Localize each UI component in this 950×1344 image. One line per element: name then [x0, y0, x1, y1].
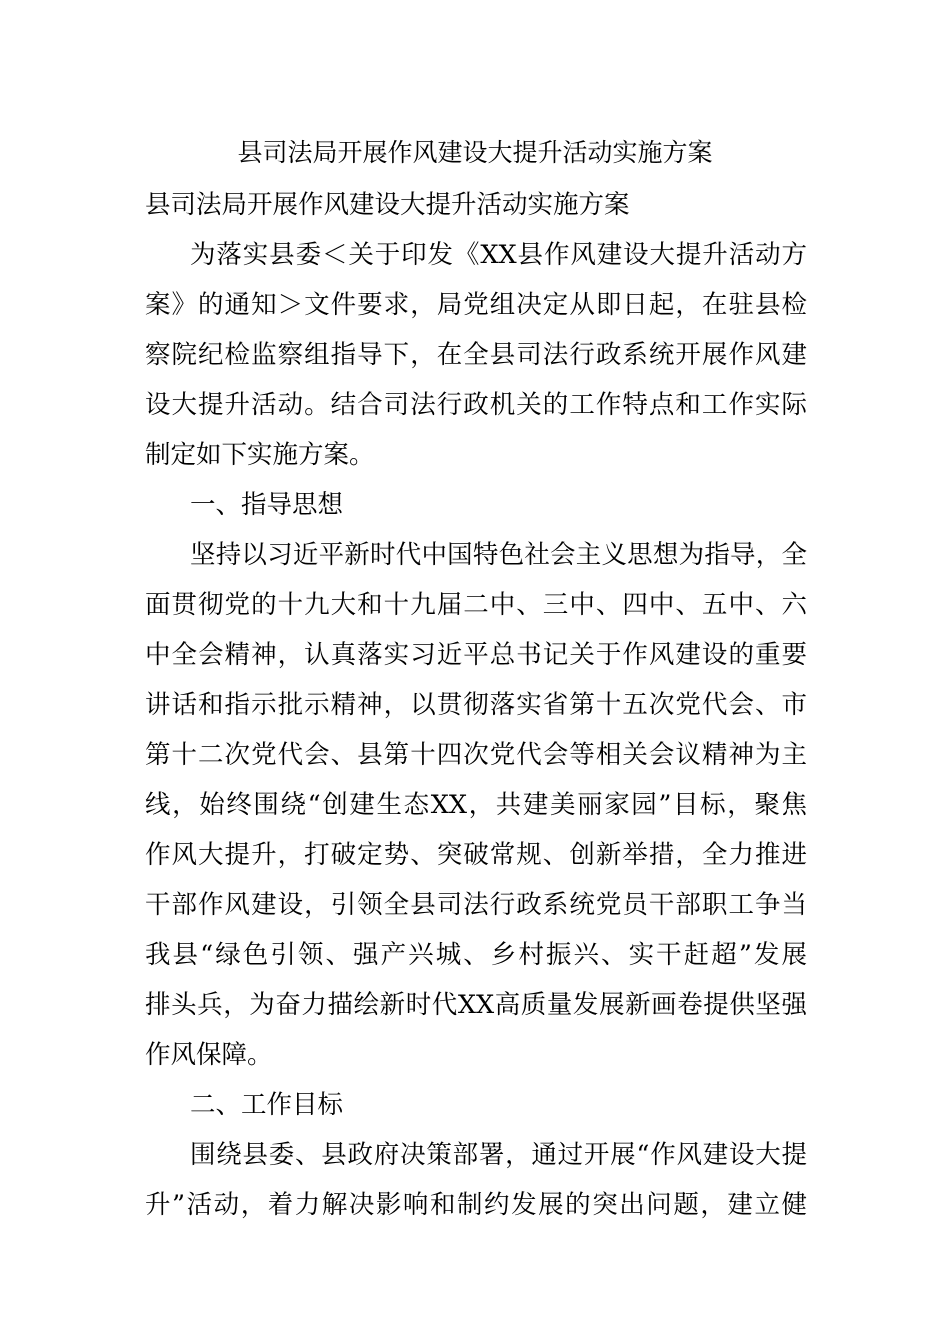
section-heading-guiding-thought: 一、指导思想 [190, 490, 344, 520]
paragraph-line: 察院纪检监察组指导下，在全县司法行政系统开展作风建 [145, 340, 807, 370]
paragraph-line: 升”活动，着力解决影响和制约发展的突出问题，建立健 [145, 1190, 807, 1220]
paragraph-line: 案》的通知＞文件要求，局党组决定从即日起，在驻县检 [145, 290, 807, 320]
paragraph-line: 第十二次党代会、县第十四次党代会等相关会议精神为主 [145, 740, 807, 770]
paragraph-line: 为落实县委＜关于印发《XX县作风建设大提升活动方 [190, 240, 807, 270]
section-heading-work-goals: 二、工作目标 [190, 1090, 344, 1120]
paragraph-line: 坚持以习近平新时代中国特色社会主义思想为指导，全 [190, 540, 807, 570]
document-title: 县司法局开展作风建设大提升活动实施方案 [237, 138, 713, 167]
paragraph-line: 线，始终围绕“创建生态XX，共建美丽家园”目标，聚焦 [145, 790, 807, 820]
paragraph-guiding-thought [145, 530, 807, 1080]
document-body [145, 180, 807, 1230]
paragraph-line: 讲话和指示批示精神，以贯彻落实省第十五次党代会、市 [145, 690, 807, 720]
paragraph-line: 制定如下实施方案。 [145, 440, 375, 470]
paragraph-line: 我县“绿色引领、强产兴城、乡村振兴、实干赶超”发展 [145, 940, 807, 970]
paragraph-work-goals [145, 1130, 807, 1230]
paragraph-intro [145, 230, 807, 480]
paragraph-line: 中全会精神，认真落实习近平总书记关于作风建设的重要 [145, 640, 807, 670]
document-subtitle: 县司法局开展作风建设大提升活动实施方案 [145, 190, 630, 220]
paragraph-line: 干部作风建设，引领全县司法行政系统党员干部职工争当 [145, 890, 807, 920]
paragraph-line: 设大提升活动。结合司法行政机关的工作特点和工作实际 [145, 390, 807, 420]
paragraph-line: 面贯彻党的十九大和十九届二中、三中、四中、五中、六 [145, 590, 807, 620]
paragraph-line: 作风大提升，打破定势、突破常规、创新举措，全力推进 [145, 840, 807, 870]
paragraph-line: 排头兵，为奋力描绘新时代XX高质量发展新画卷提供坚强 [145, 990, 807, 1020]
paragraph-line: 作风保障。 [145, 1040, 273, 1070]
paragraph-line: 围绕县委、县政府决策部署，通过开展“作风建设大提 [190, 1140, 807, 1170]
